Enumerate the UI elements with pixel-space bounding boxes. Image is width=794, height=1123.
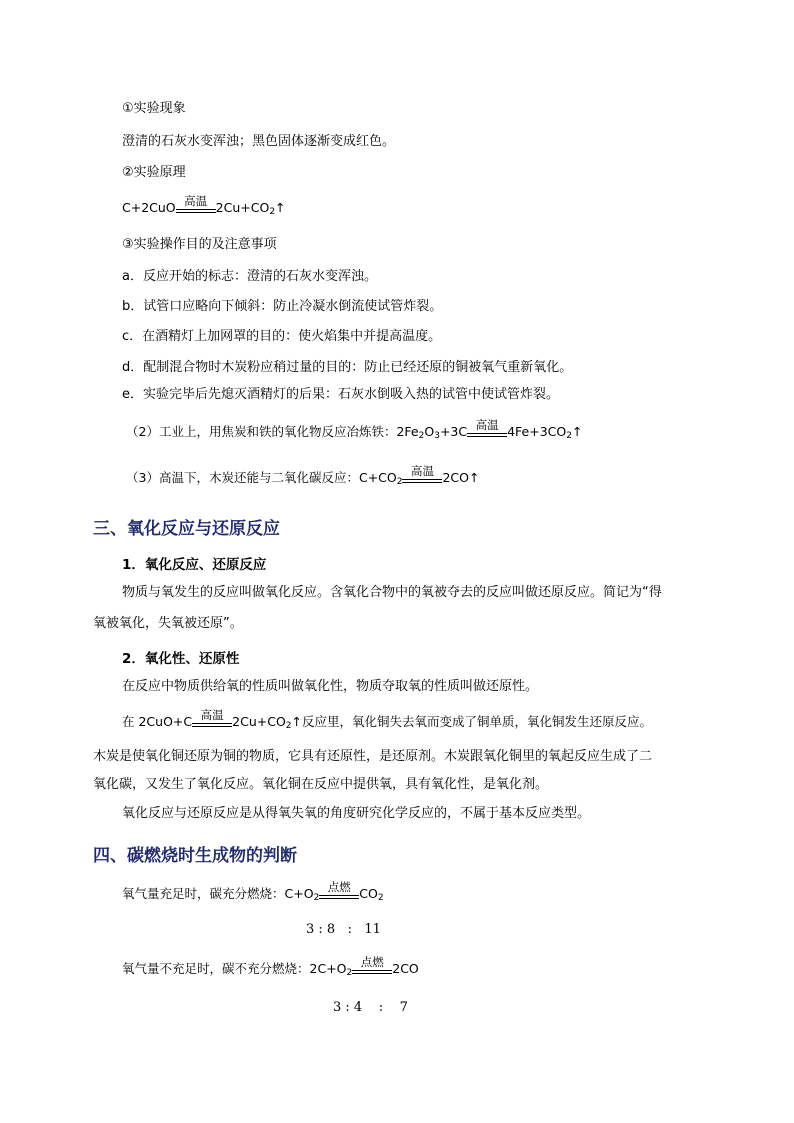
carbon-co2-line: （3）高温下，木炭还能与二氧化碳反应：$C+CO_2$ 高温 2CO↑ [126, 464, 480, 487]
equation-carbon-cuo: C+2CuO 高温 $2Cu+CO_2↑$ [122, 194, 286, 217]
iron-smelting-line: （2）工业上，用焦炭和铁的氧化物反应冶炼铁：$2Fe_2O_3+3C$ 高温 $4Fe+3CO_2↑$ [126, 418, 583, 441]
paragraph-note: 氧化反应与还原反应是从得氧失氧的角度研究化学反应的，不属于基本反应类型。 [122, 806, 591, 821]
section-heading-combustion: 四、碳燃烧时生成物的判断 [93, 846, 297, 866]
full-combustion-line: 氧气量充足时，碳充分燃烧：$C+O_2$ 点燃 $CO_2$ [122, 880, 384, 903]
paragraph-carbon-line2: 氧化碳，又发生了氧化反应。氧化铜在反应中提供氧，具有氧化性，是氧化剂。 [93, 777, 549, 792]
op-item-c: c．在酒精灯上加网罩的目的：使火焰集中并提高温度。 [122, 329, 442, 344]
section-heading-oxidation-reduction: 三、氧化反应与还原反应 [93, 519, 280, 539]
paragraph-cuo-reaction: 在 2CuO+C 高温 $2Cu+CO_2↑$反应里，氧化铜失去氧而变成了铜单质，氧化铜发生还原反应。 [122, 708, 653, 731]
subheading-oxidation-reduction: 1．氧化反应、还原反应 [122, 557, 267, 573]
equation-condition-sign: 点燃 [352, 970, 392, 978]
principle-title: ②实验原理 [122, 165, 186, 180]
paragraph-carbon-line1: 木炭是使氧化铜还原为铜的物质，它具有还原性，是还原剂。木炭跟氧化铜里的氧起反应生成了二 [93, 749, 653, 764]
op-item-d: d．配制混合物时木炭粉应稍过量的目的：防止已经还原的铜被氧气重新氧化。 [122, 360, 573, 375]
paragraph-definition-line1: 物质与氧发生的反应叫做氧化反应。含氧化合物中的氧被夺去的反应叫做还原反应。简记为“得 [122, 585, 662, 600]
op-item-a: a．反应开始的标志：澄清的石灰水变浑浊。 [122, 269, 377, 284]
phenomenon-text: 澄清的石灰水变浑浊；黑色固体逐渐变成红色。 [122, 134, 396, 149]
phenomenon-title: ①实验现象 [122, 101, 186, 116]
equation-condition-sign: 高温 [192, 723, 232, 731]
equation-condition-sign: 点燃 [319, 895, 359, 903]
subheading-oxidizing-reducing: 2．氧化性、还原性 [122, 651, 240, 667]
paragraph-properties: 在反应中物质供给氧的性质叫做氧化性，物质夺取氧的性质叫做还原性。 [122, 679, 539, 694]
mass-ratio-incomplete: 3 : 4 : 7 [333, 1000, 408, 1015]
incomplete-combustion-line: 氧气量不充足时，碳不充分燃烧：$2C+O_2$ 点燃 2CO [122, 955, 419, 978]
equation-condition-sign: 高温 [402, 479, 442, 487]
equation-condition-sign: 高温 [467, 433, 507, 441]
operations-title: ③实验操作目的及注意事项 [122, 237, 277, 252]
equation-condition-sign: 高温 [176, 209, 216, 217]
mass-ratio-full: 3 : 8 : 11 [306, 922, 381, 937]
op-item-b: b．试管口应略向下倾斜：防止冷凝水倒流使试管炸裂。 [122, 299, 443, 314]
paragraph-definition-line2: 氧被氧化，失氧被还原”。 [93, 616, 243, 631]
op-item-e: e．实验完毕后先熄灭酒精灯的后果：石灰水倒吸入热的试管中使试管炸裂。 [122, 387, 559, 402]
